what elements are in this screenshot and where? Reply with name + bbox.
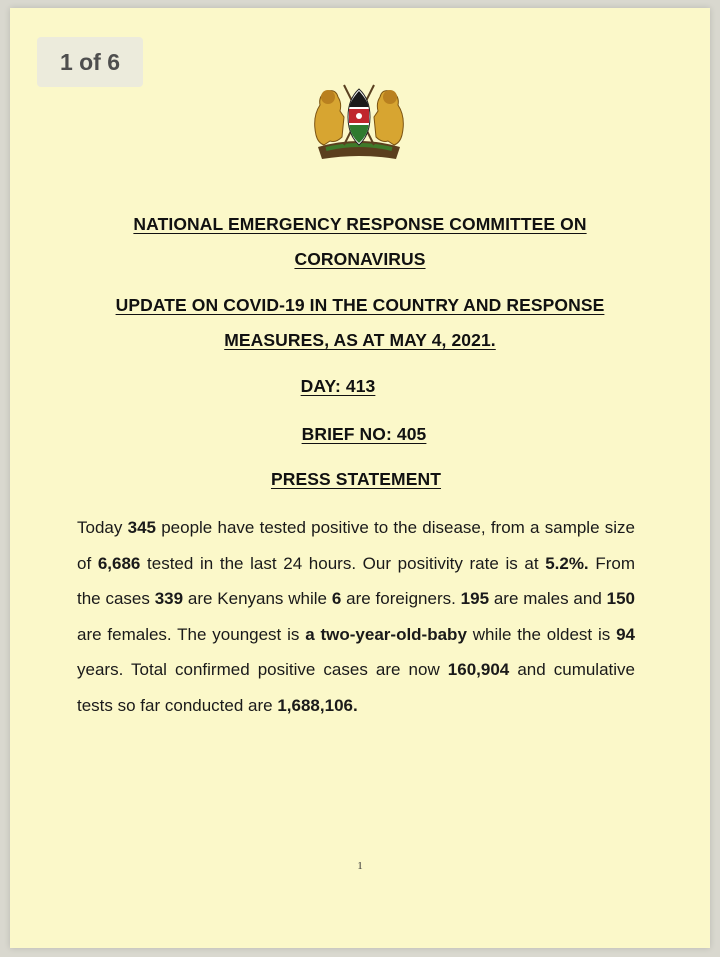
brief-number: BRIEF NO: 405	[301, 424, 427, 444]
total-cases-value: 160,904	[447, 660, 510, 680]
positivity-rate-value: 5.2%.	[545, 553, 589, 573]
heading-update: UPDATE ON COVID-19 IN THE COUNTRY AND RESPONSE	[115, 295, 605, 315]
page-counter-badge	[37, 37, 143, 87]
sample-size-value: 6,686	[97, 553, 141, 573]
oldest-value: 94	[616, 624, 635, 644]
new-cases-value: 345	[127, 518, 156, 537]
day-label: DAY: 413	[300, 376, 376, 396]
page-number: 1	[357, 860, 363, 872]
page-counter-label: 1 of 6	[59, 48, 121, 75]
heading-coronavirus: CORONAVIRUS	[294, 249, 426, 269]
kenyans-value: 339	[154, 589, 184, 609]
foreigners-value: 6	[331, 589, 342, 609]
statement-paragraph: Today 345 people have tested positive to the disease, from a sample size of 6,686 tested in the last 24 hours. Our positivity rate is at 5.2%. From the cases 339 are Kenyans while 6 are foreigners. 195 are males and 150 are females. The youngest is a two-year-old-baby while the oldest is 94 years. Total confirmed positive cases are now 160,904 and cumulative tests so far conducted are 1,688,106.	[77, 518, 636, 715]
females-value: 150	[606, 589, 635, 609]
kenya-coat-of-arms-icon	[306, 77, 412, 162]
males-value: 195	[460, 589, 490, 609]
youngest-value: a two-year-old-baby	[305, 624, 467, 644]
heading-measures-date: MEASURES, AS AT MAY 4, 2021.	[224, 330, 496, 350]
heading-committee: NATIONAL EMERGENCY RESPONSE COMMITTEE ON	[133, 214, 587, 234]
press-statement-title: PRESS STATEMENT	[270, 469, 442, 489]
cumulative-tests-value: 1,688,106.	[277, 695, 358, 715]
